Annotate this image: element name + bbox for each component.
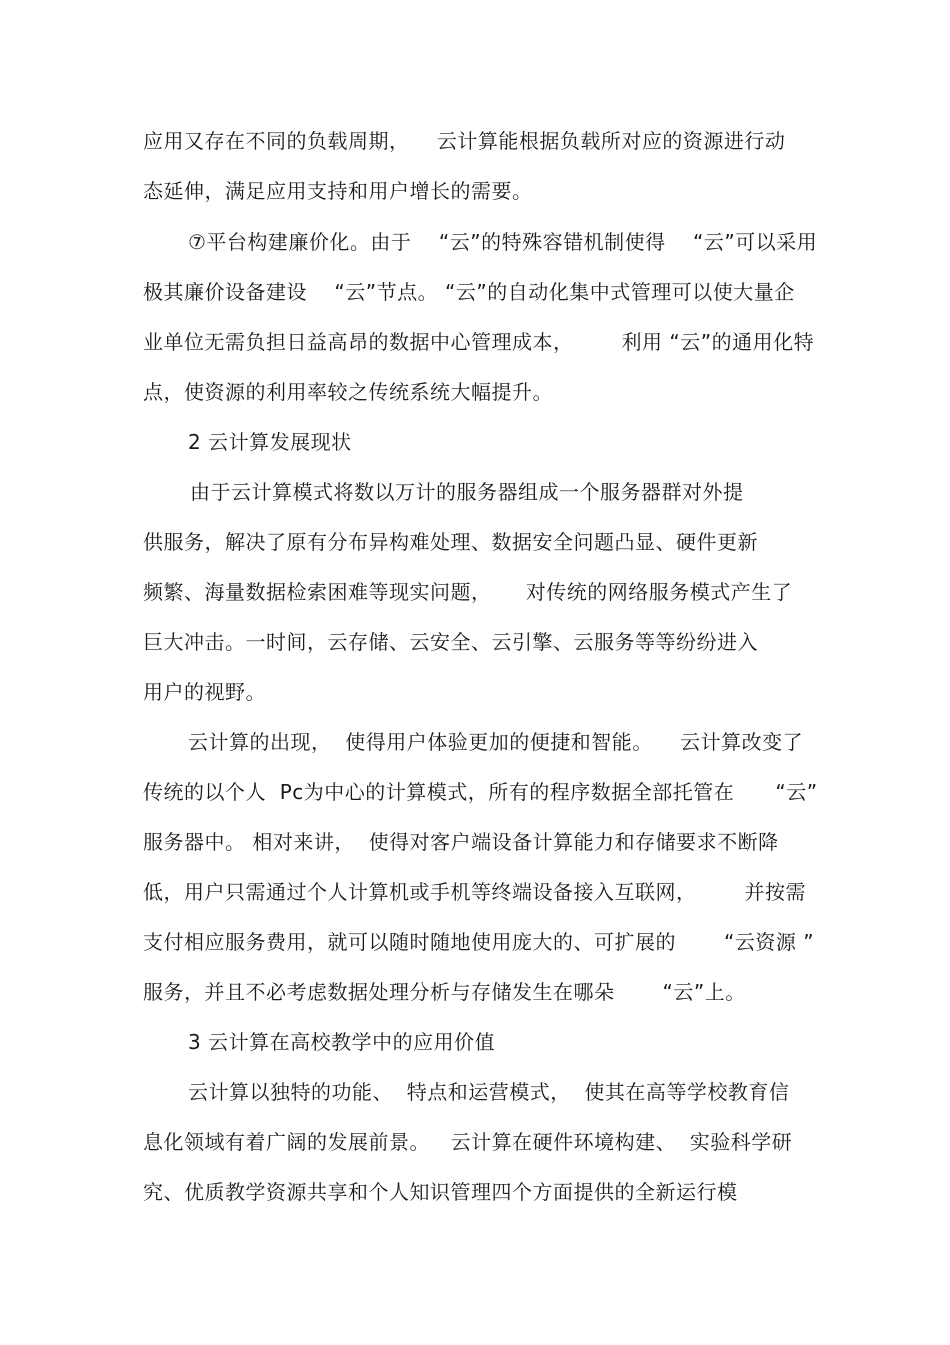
text-line-11: 巨大冲击。一时间，云存储、云安全、云引擎、云服务等等纷纷进入 xyxy=(143,630,758,654)
text-line-4: 极其廉价设备建设 “云”节点。 “云”的自动化集中式管理可以使大量企 xyxy=(143,280,795,304)
text-line-21: 息化领域有着广阔的发展前景。 云计算在硬件环境构建、 实验科学研 xyxy=(143,1130,793,1154)
text-line-2: 态延伸，满足应用支持和用户增长的需要。 xyxy=(143,179,533,203)
text-line-10: 频繁、海量数据检索困难等现实问题， 对传统的网络服务模式产生了 xyxy=(143,580,793,604)
text-line-5: 业单位无需负担日益高昂的数据中心管理成本， 利用 “云”的通用化特 xyxy=(143,330,815,354)
section-heading-2: 2 云计算发展现状 xyxy=(188,430,352,454)
section-heading-3: 3 云计算在高校教学中的应用价值 xyxy=(188,1030,496,1054)
text-line-20: 云计算以独特的功能、 特点和运营模式， 使其在高等学校教育信 xyxy=(188,1080,790,1104)
text-line-12: 用户的视野。 xyxy=(143,680,266,704)
text-line-6: 点，使资源的利用率较之传统系统大幅提升。 xyxy=(143,380,553,404)
text-line-18: 服务，并且不必考虑数据处理分析与存储发生在哪朵 “云”上。 xyxy=(143,980,746,1004)
text-line-8: 由于云计算模式将数以万计的服务器组成一个服务器群对外提 xyxy=(190,480,744,504)
text-line-15: 服务器中。 相对来讲， 使得对客户端设备计算能力和存储要求不断降 xyxy=(143,830,779,854)
text-line-3: ⑦平台构建廉价化。由于 “云”的特殊容错机制使得 “云”可以采用 xyxy=(188,230,818,254)
text-line-1: 应用又存在不同的负载周期， 云计算能根据负载所对应的资源进行动 xyxy=(143,129,786,153)
text-line-17: 支付相应服务费用，就可以随时随地使用庞大的、可扩展的 “云资源 ” xyxy=(143,930,815,954)
text-line-16: 低，用户只需通过个人计算机或手机等终端设备接入互联网， 并按需 xyxy=(143,880,807,904)
text-line-22: 究、优质教学资源共享和个人知识管理四个方面提供的全新运行模 xyxy=(143,1180,738,1204)
text-line-9: 供服务，解决了原有分布异构难处理、数据安全问题凸显、硬件更新 xyxy=(143,530,758,554)
text-line-14: 传统的以个人 Pc为中心的计算模式，所有的程序数据全部托管在 “云” xyxy=(143,780,818,804)
text-line-13: 云计算的出现， 使得用户体验更加的便捷和智能。 云计算改变了 xyxy=(188,730,804,754)
